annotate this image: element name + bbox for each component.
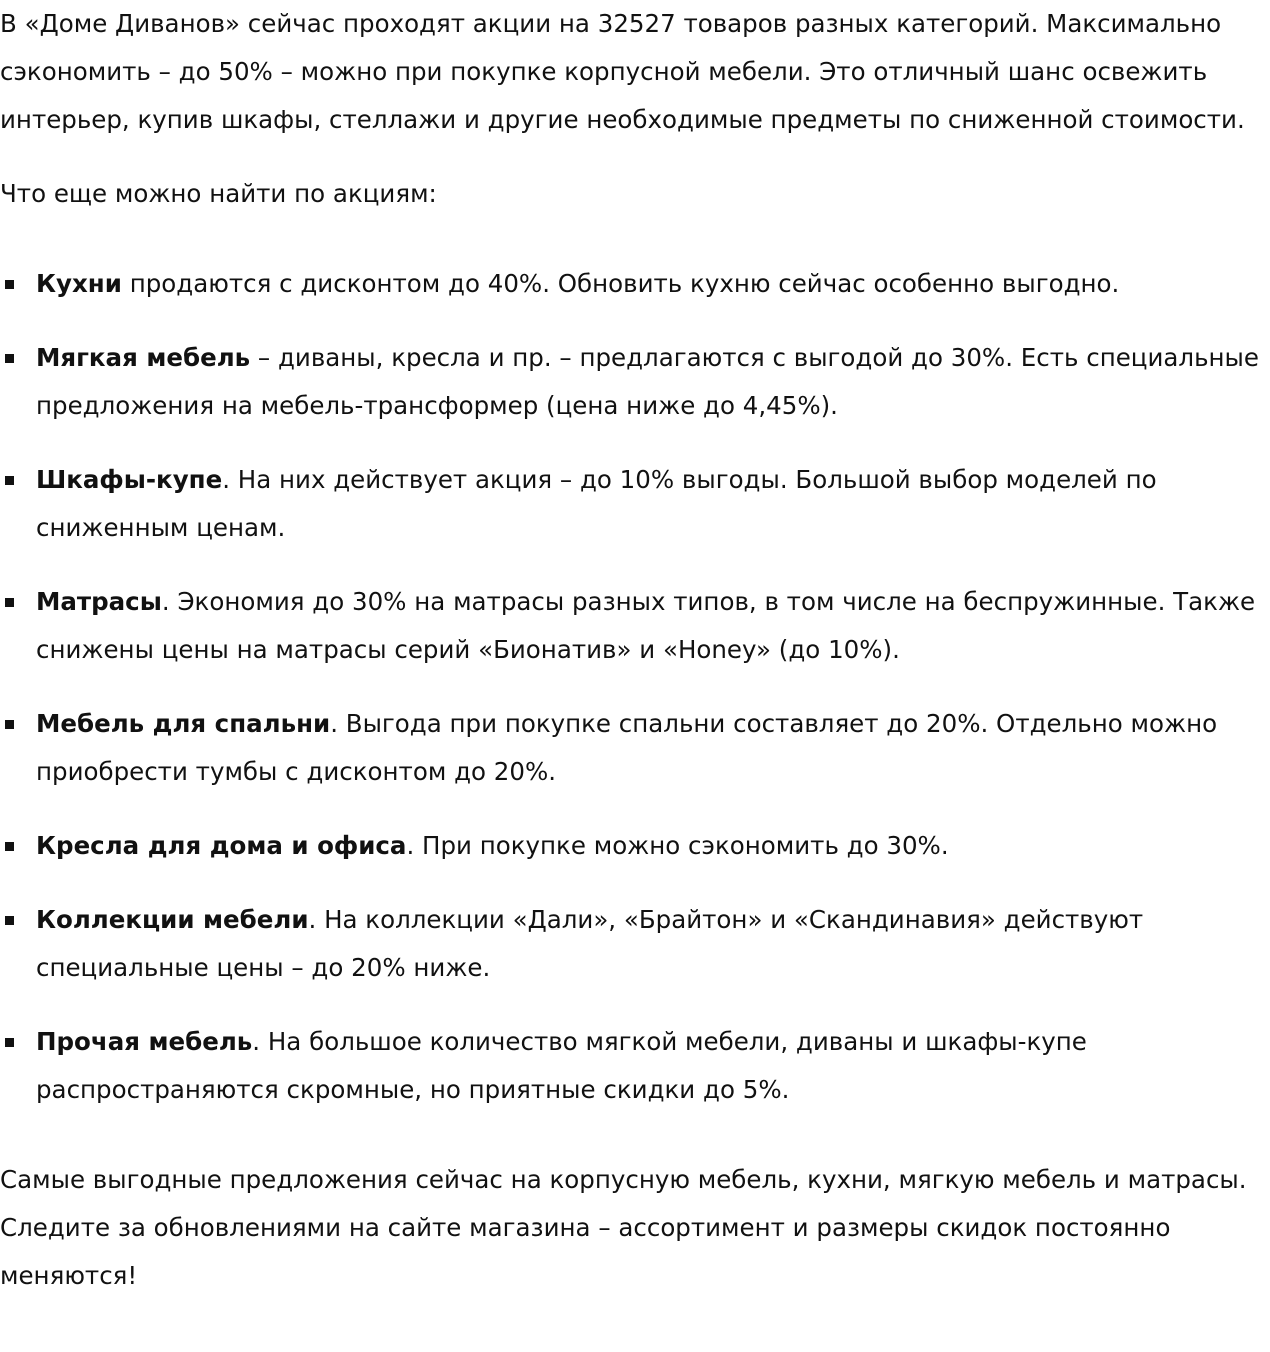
square-bullet-icon [5,354,14,363]
square-bullet-icon [5,1038,14,1047]
item-text: . На коллекции «Дали», «Брайтон» и «Скандинавия» действуют специальные цены – до 20% ниже. [36,905,1144,982]
item-title: Прочая мебель [36,1027,253,1056]
square-bullet-icon [5,280,14,289]
list-item [0,700,1270,796]
square-bullet-icon [5,842,14,851]
square-bullet-icon [5,720,14,729]
list-item [0,896,1270,992]
list-lead-paragraph: Что еще можно найти по акциям: [0,179,437,208]
item-title: Шкафы-купе [36,465,223,494]
square-bullet-icon [5,598,14,607]
item-title: Коллекции мебели [36,905,309,934]
item-text: – диваны, кресла и пр. – предлагаются с выгодой до 30%. Есть специальные предложения на мебель-трансформер (цена ниже до 4,45%). [36,343,1259,420]
item-text: . Экономия до 30% на матрасы разных типов, в том числе на беспружинные. Также снижены цены на матрасы серий «Бионатив» и «Honey» (до 10%). [36,587,1256,664]
square-bullet-icon [5,916,14,925]
item-title: Кресла для дома и офиса [36,831,407,860]
item-text: . Выгода при покупке спальни составляет до 20%. Отдельно можно приобрести тумбы с дисконтом до 20%. [36,709,1218,786]
item-text: продаются с дисконтом до 40%. Обновить кухню сейчас особенно выгодно. [121,269,1120,298]
item-title: Мягкая мебель [36,343,251,372]
list-item [0,822,1270,870]
item-title: Мебель для спальни [36,709,331,738]
item-text: . На большое количество мягкой мебели, диваны и шкафы-купе распространяются скромные, но приятные скидки до 5%. [36,1027,1087,1104]
square-bullet-icon [5,476,14,485]
list-item [0,578,1270,674]
intro-paragraph: В «Доме Диванов» сейчас проходят акции на 32527 товаров разных категорий. Максимально сэкономить – до 50% – можно при покупке корпусной мебели. Это отличный шанс освежить интерьер, купив шкафы, стеллажи и другие необходимые предметы по сниженной стоимости. [0,9,1245,134]
item-title: Кухни [36,269,122,298]
list-item [0,334,1270,430]
list-item [0,1018,1270,1114]
list-item [0,260,1270,308]
item-title: Матрасы [36,587,162,616]
list-item [0,456,1270,552]
item-text: . На них действует акция – до 10% выгоды. Большой выбор моделей по сниженным ценам. [36,465,1157,542]
item-text: . При покупке можно сэкономить до 30%. [406,831,949,860]
outro-paragraph: Самые выгодные предложения сейчас на корпусную мебель, кухни, мягкую мебель и матрасы. Следите за обновлениями на сайте магазина – ассортимент и размеры скидок постоянно меняются! [0,1165,1247,1290]
promo-list [0,260,1270,1114]
